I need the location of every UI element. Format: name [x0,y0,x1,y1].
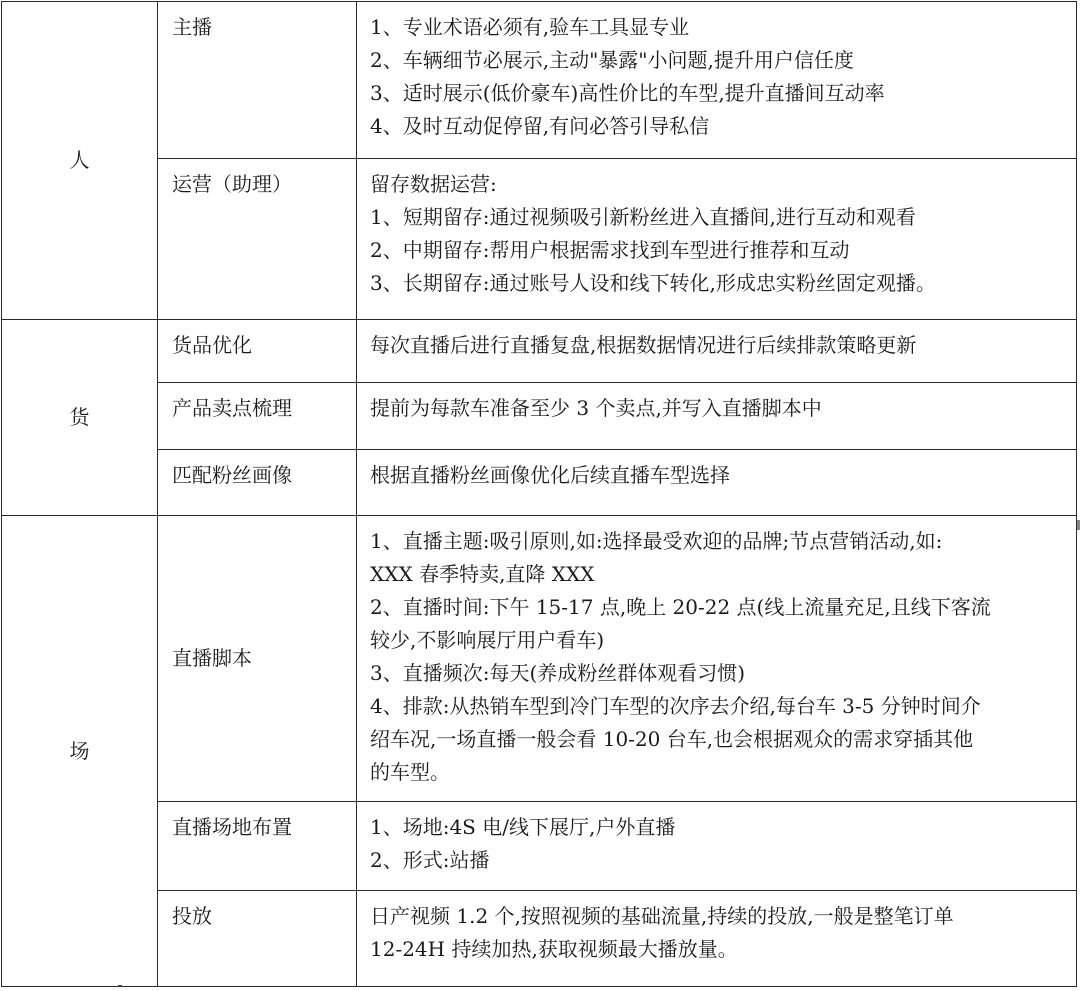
content-line: 提前为每款车准备至少 3 个卖点,并写入直播脚本中 [370,396,822,420]
table-row [2,802,1077,891]
table-row [2,450,1077,516]
content-line: 1、专业术语必须有,验车工具显专业 [370,15,690,39]
content-line: 根据直播粉丝画像优化后续直播车型选择 [370,463,730,487]
table-row [2,320,1077,383]
strategy-table [1,1,1077,987]
content-line: 12-24H 持续加热,获取视频最大播放量。 [370,937,738,961]
content-line: 1、场地:4S 电/线下展厅,户外直播 [370,815,676,839]
subcategory-cell: 货品优化 [158,320,357,383]
table-row [2,891,1077,987]
content-line: 3、直播频次:每天(养成粉丝群体观看习惯) [370,661,746,685]
subcategory-cell: 直播场地布置 [158,802,357,891]
content-cell [357,802,1077,891]
content-line: 留存数据运营: [370,172,497,196]
content-line: 每次直播后进行直播复盘,根据数据情况进行后续排款策略更新 [370,333,917,357]
subcategory-cell: 匹配粉丝画像 [158,450,357,516]
table-row [2,2,1077,159]
content-line: 绍车况,一场直播一般会看 10-20 台车,也会根据观众的需求穿插其他 [370,727,974,751]
content-cell [357,383,1077,450]
category-cell: 场 [2,516,158,987]
subcategory-cell: 产品卖点梳理 [158,383,357,450]
content-cell [357,159,1077,320]
content-line: 3、适时展示(低价豪车)高性价比的车型,提升直播间互动率 [370,81,885,105]
subcategory-cell: 直播脚本 [158,516,357,802]
category-cell: 货 [2,320,158,516]
content-line: 2、直播时间:下午 15-17 点,晚上 20-22 点(线上流量充足,且线下客流 [370,595,991,619]
content-line: 4、及时互动促停留,有问必答引导私信 [370,114,710,138]
content-line: 较少,不影响展厅用户看车) [370,628,605,652]
content-line: XXX 春季特卖,直降 XXX [370,562,595,586]
category-cell: 人 [2,2,158,320]
content-cell [357,320,1077,383]
content-line: 的车型。 [370,760,450,784]
content-line: 4、排款:从热销车型到冷门车型的次序去介绍,每台车 3-5 分钟时间介 [370,694,981,718]
content-cell [357,2,1077,159]
subcategory-cell: 投放 [158,891,357,987]
table-row [2,516,1077,802]
table-row [2,383,1077,450]
content-cell [357,450,1077,516]
page-mark [118,985,122,987]
content-line: 2、车辆细节必展示,主动"暴露"小问题,提升用户信任度 [370,48,854,72]
table-row [2,159,1077,320]
content-line: 3、长期留存:通过账号人设和线下转化,形成忠实粉丝固定观播。 [370,271,936,295]
content-cell [357,891,1077,987]
subcategory-cell: 主播 [158,2,357,159]
content-line: 2、中期留存:帮用户根据需求找到车型进行推荐和互动 [370,238,850,262]
content-line: 1、短期留存:通过视频吸引新粉丝进入直播间,进行互动和观看 [370,205,916,229]
content-line: 2、形式:站播 [370,848,490,872]
content-cell [357,516,1077,802]
content-line: 1、直播主题:吸引原则,如:选择最受欢迎的品牌;节点营销活动,如: [370,529,943,553]
subcategory-cell: 运营（助理） [158,159,357,320]
content-line: 日产视频 1.2 个,按照视频的基础流量,持续的投放,一般是整笔订单 [370,904,954,928]
